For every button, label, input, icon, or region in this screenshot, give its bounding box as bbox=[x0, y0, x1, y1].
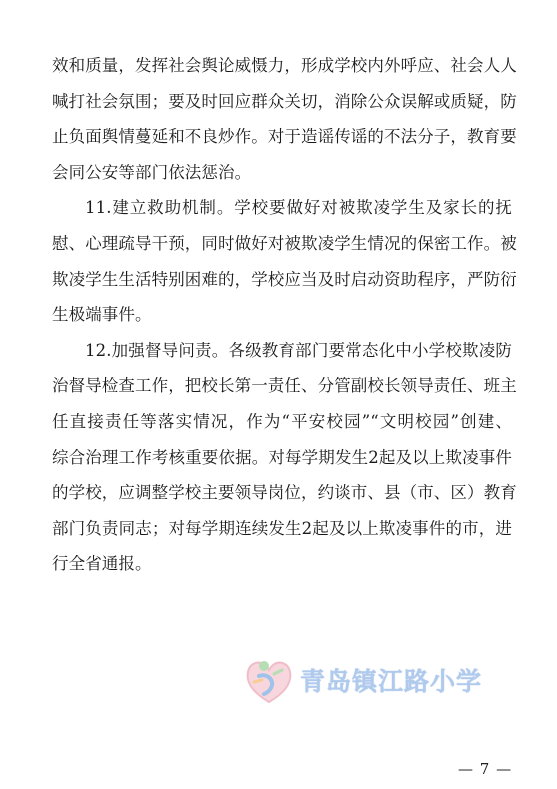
page-number: — 7 — bbox=[458, 760, 513, 778]
school-logo-icon bbox=[242, 652, 296, 708]
text-line: 的学校，应调整学校主要领导岗位，约谈市、县（市、区）教育 bbox=[52, 483, 517, 503]
text-line: 喊打社会氛围；要及时回应群众关切，消除公众误解或质疑，防 bbox=[52, 91, 517, 111]
text-line: 会同公安等部门依法惩治。 bbox=[52, 162, 252, 182]
text-line: 止负面舆情蔓延和不良炒作。对于造谣传谣的不法分子，教育要 bbox=[52, 127, 517, 147]
section-11-heading-line: 11.建立救助机制。学校要做好对被欺凌学生及家长的抚 bbox=[85, 198, 512, 218]
text-line: 行全省通报。 bbox=[52, 554, 152, 574]
text-line: 综合治理工作考核重要依据。对每学期发生2起及以上欺凌事件 bbox=[52, 447, 512, 467]
text-line: 效和质量，发挥社会舆论威慑力，形成学校内外呼应、社会人人 bbox=[52, 56, 517, 75]
text-line: 欺凌学生生活特别困难的，学校应当及时启动资助程序，严防衍 bbox=[52, 269, 517, 289]
section-12-heading-line: 12.加强督导问责。各级教育部门要常态化中小学校欺凌防 bbox=[85, 340, 512, 360]
text-line: 慰、心理疏导干预，同时做好对被欺凌学生情况的保密工作。被 bbox=[52, 233, 517, 253]
text-line: 治督导检查工作，把校长第一责任、分管副校长领导责任、班主 bbox=[52, 376, 517, 396]
school-watermark bbox=[236, 650, 506, 710]
text-line: 生极端事件。 bbox=[52, 305, 152, 325]
body-text bbox=[52, 48, 517, 582]
watermark-text: 青岛镇江路小学 bbox=[300, 667, 483, 696]
text-line: 部门负责同志；对每学期连续发生2起及以上欺凌事件的市，进 bbox=[52, 518, 512, 538]
text-line: 任直接责任等落实情况，作为“平安校园”“文明校园”创建、 bbox=[52, 411, 512, 431]
